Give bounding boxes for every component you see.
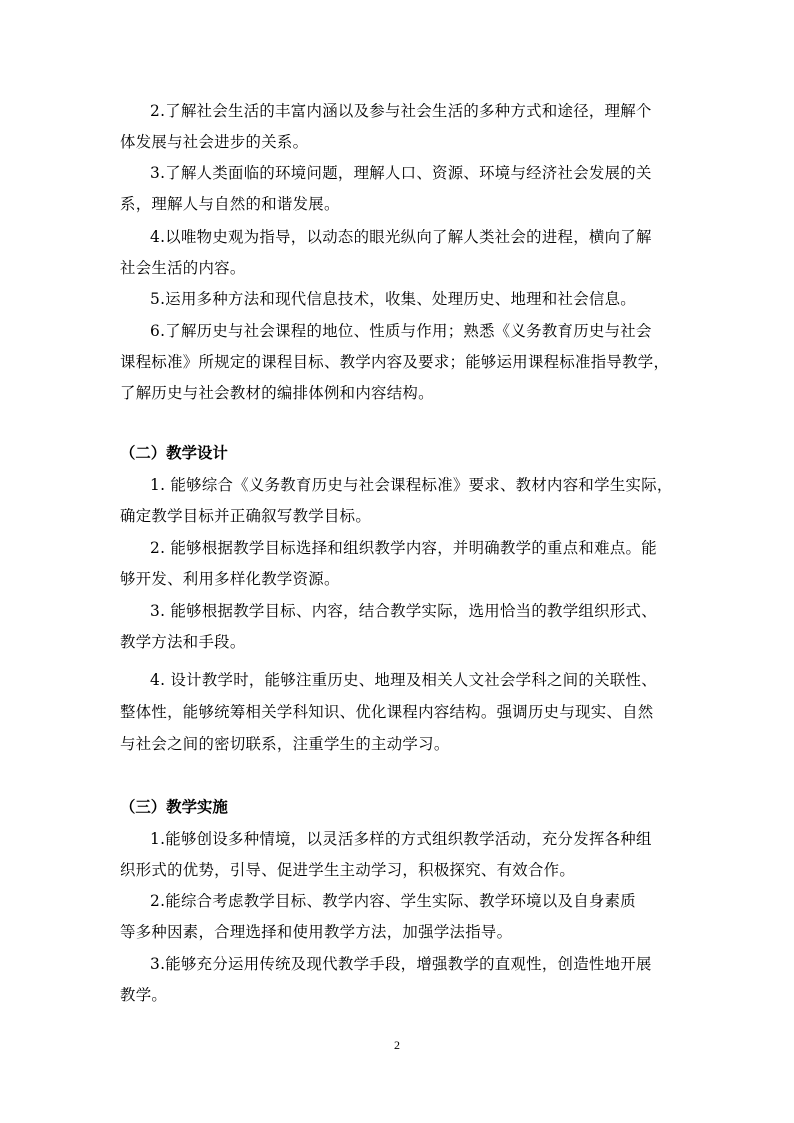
item-1-3 bbox=[120, 158, 675, 220]
item-cont-line: 系，理解人与自然的和谐发展。 bbox=[120, 195, 340, 213]
section-heading-teaching-implementation: （三）教学实施 bbox=[120, 798, 228, 816]
item-2-2 bbox=[120, 533, 675, 595]
item-cont-line: 课程标准》所规定的课程目标、教学内容及要求；能够运用课程标准指导教学， bbox=[120, 353, 670, 371]
item-first-line: 2. 能够根据教学目标选择和组织教学内容，并明确教学的重点和难点。能 bbox=[150, 539, 657, 557]
item-first-line: 2.能综合考虑教学目标、教学内容、学生实际、教学环境以及自身素质 bbox=[150, 892, 637, 910]
item-cont-line-2: 与社会之间的密切联系，注重学生的主动学习。 bbox=[120, 735, 450, 753]
item-cont-line: 确定教学目标并正确叙写教学目标。 bbox=[120, 507, 372, 525]
item-cont-line: 教学。 bbox=[120, 986, 168, 1004]
item-first-line: 4. 设计教学时，能够注重历史、地理及相关人文社会学科之间的关联性、 bbox=[150, 671, 657, 689]
item-cont-line: 织形式的优势，引导、促进学生主动学习，积极探究、有效合作。 bbox=[120, 861, 576, 879]
item-first-line: 4.以唯物史观为指导，以动态的眼光纵向了解人类社会的进程，横向了解 bbox=[150, 228, 652, 246]
item-3-1 bbox=[120, 824, 675, 886]
item-first-line: 3. 能够根据教学目标、内容，结合教学实际，选用恰当的教学组织形式、 bbox=[150, 602, 657, 620]
item-cont-line: 等多种因素，合理选择和使用教学方法，加强学法指导。 bbox=[120, 923, 513, 941]
item-first-line: 5.运用多种方法和现代信息技术，收集、处理历史、地理和社会信息。 bbox=[150, 290, 637, 308]
item-1-6 bbox=[120, 316, 675, 409]
section-heading-teaching-design: （二）教学设计 bbox=[120, 444, 228, 462]
item-1-4 bbox=[120, 222, 675, 284]
item-first-line: 2.了解社会生活的丰富内涵以及参与社会生活的多种方式和途径，理解个 bbox=[150, 102, 652, 120]
item-first-line: 1. 能够综合《义务教育历史与社会课程标准》要求、教材内容和学生实际， bbox=[150, 476, 673, 494]
item-1-5 bbox=[120, 284, 675, 315]
item-first-line: 3.能够充分运用传统及现代教学手段，增强教学的直观性，创造性地开展 bbox=[150, 955, 652, 973]
item-cont-line: 整体性，能够统筹相关学科知识、优化课程内容结构。强调历史与现实、自然 bbox=[120, 703, 654, 721]
item-cont-line-2: 了解历史与社会教材的编排体例和内容结构。 bbox=[120, 384, 434, 402]
item-first-line: 1.能够创设多种情境，以灵活多样的方式组织教学活动，充分发挥各种组 bbox=[150, 830, 652, 848]
item-cont-line: 体发展与社会进步的关系。 bbox=[120, 133, 309, 151]
item-2-1 bbox=[120, 470, 675, 532]
item-3-2 bbox=[120, 886, 675, 948]
item-2-4 bbox=[120, 664, 675, 760]
item-1-2 bbox=[120, 96, 675, 158]
item-cont-line: 教学方法和手段。 bbox=[120, 633, 246, 651]
page-number: 2 bbox=[394, 1038, 400, 1052]
item-first-line: 6.了解历史与社会课程的地位、性质与作用；熟悉《义务教育历史与社会 bbox=[150, 322, 652, 340]
item-cont-line: 社会生活的内容。 bbox=[120, 259, 246, 277]
item-2-3 bbox=[120, 596, 675, 658]
item-first-line: 3.了解人类面临的环境问题，理解人口、资源、环境与经济社会发展的关 bbox=[150, 164, 652, 182]
item-cont-line: 够开发、利用多样化教学资源。 bbox=[120, 570, 340, 588]
item-3-3 bbox=[120, 949, 675, 1011]
